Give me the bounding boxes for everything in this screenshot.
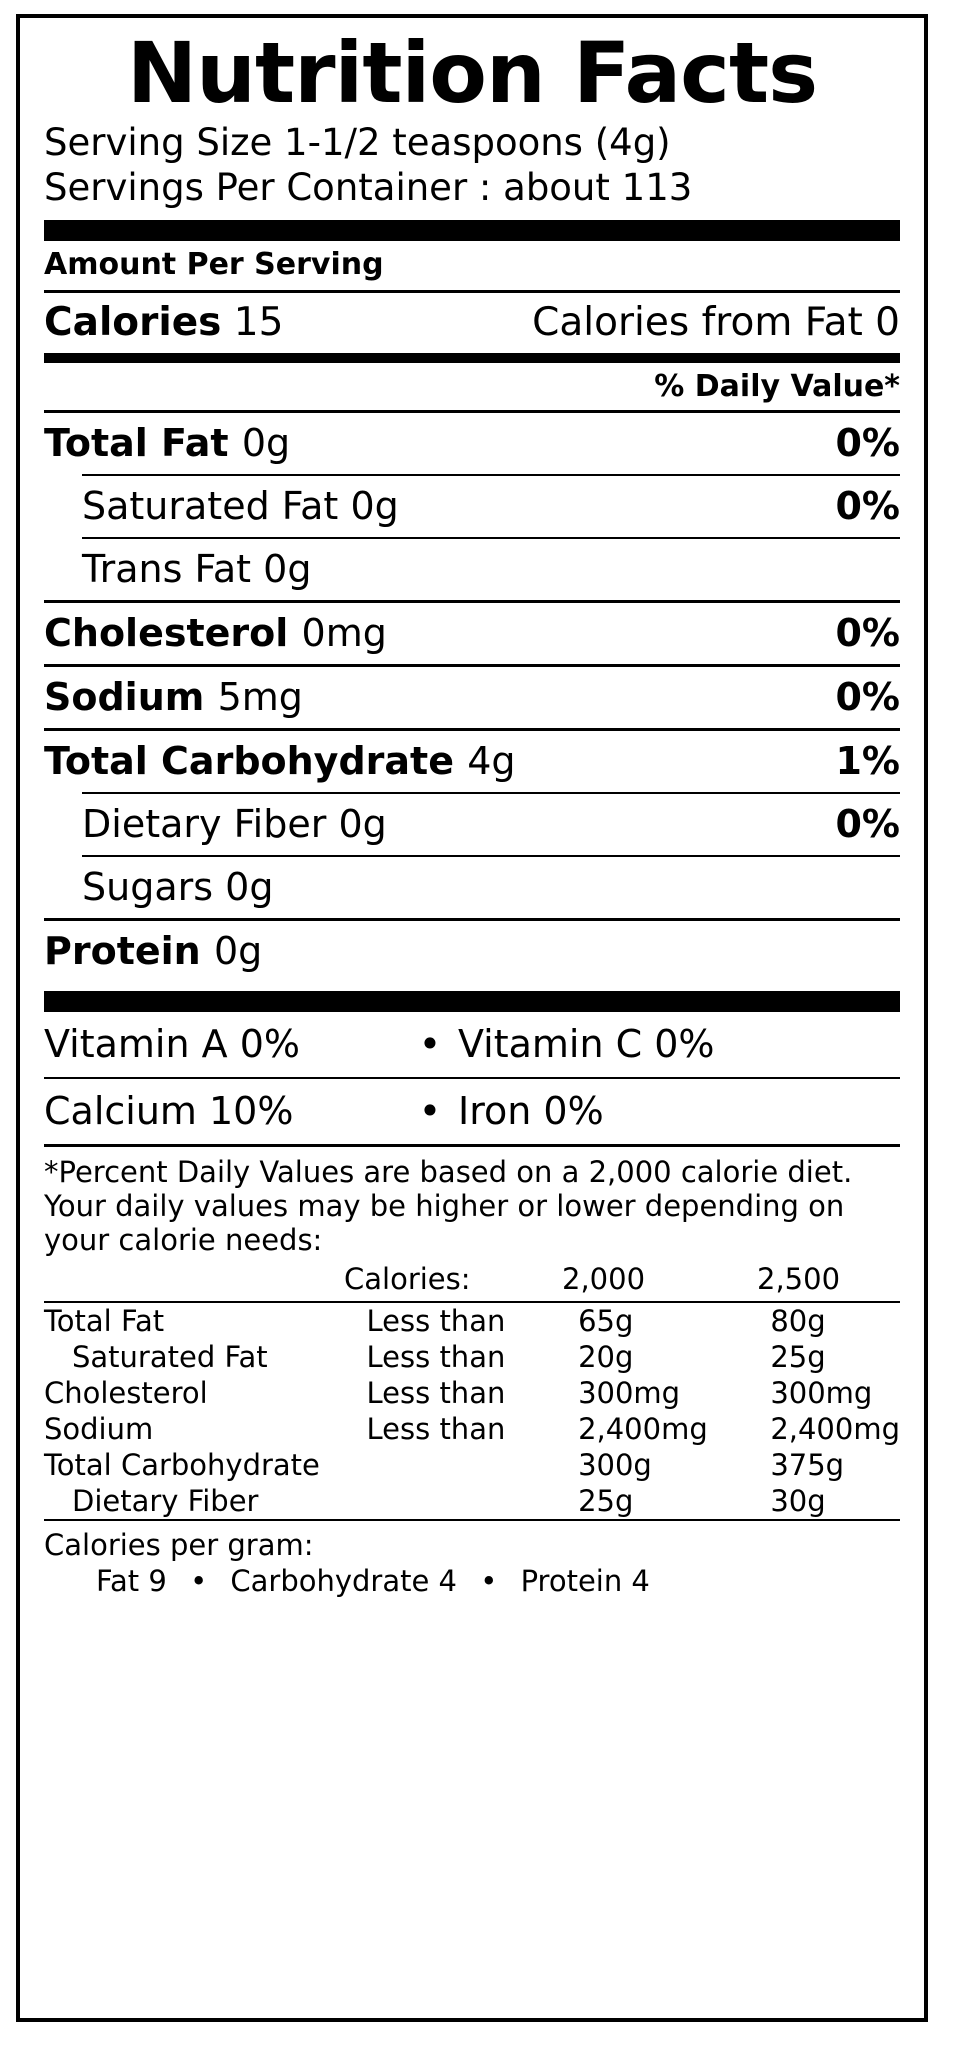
- dv-row-2500: 375g: [770, 1448, 845, 1483]
- nutrient-name: Protein: [44, 928, 201, 973]
- bullet-icon: •: [480, 1564, 498, 1599]
- dv-row-less: Less than: [366, 1376, 506, 1411]
- calories-per-gram-protein: Protein 4: [520, 1564, 650, 1599]
- dv-row-less: Less than: [366, 1340, 506, 1375]
- nutrient-amount: 4g: [467, 738, 516, 783]
- nutrient-row-total-carbohydrate: [44, 731, 900, 792]
- table-row-header: [44, 1261, 900, 1301]
- dv-row-label: Cholesterol: [44, 1376, 208, 1411]
- dv-header-blank: [44, 1261, 344, 1301]
- calories-label: Calories: [44, 299, 222, 345]
- table-row: [44, 1447, 900, 1483]
- serving-size: Serving Size 1-1/2 teaspoons (4g): [44, 121, 671, 165]
- nutrient-amount: 0g: [213, 928, 263, 973]
- dv-row-label: Saturated Fat: [72, 1340, 268, 1375]
- nutrient-name: Sugars: [82, 864, 214, 909]
- table-row: [44, 1483, 900, 1519]
- dv-row-2000: 25g: [578, 1484, 634, 1519]
- calcium: Calcium 10%: [44, 1088, 294, 1133]
- calories-per-gram-fat: Fat 9: [96, 1564, 167, 1599]
- dv-header-2000: 2,000: [562, 1262, 646, 1297]
- nutrient-amount: 0g: [350, 483, 399, 528]
- nutrient-row-total-fat: [44, 413, 900, 474]
- servings-per-container: Servings Per Container : about 113: [44, 166, 693, 210]
- table-row: [44, 1303, 900, 1339]
- calories-value: 15: [233, 299, 284, 345]
- nutrient-name: Cholesterol: [44, 610, 289, 655]
- vitamin-a: Vitamin A 0%: [44, 1021, 300, 1066]
- daily-values-table: [44, 1261, 900, 1301]
- bullet-icon: •: [190, 1564, 208, 1599]
- nutrient-name: Sodium: [44, 674, 205, 719]
- table-row: [44, 1411, 900, 1447]
- calories-from-fat: Calories from Fat 0: [532, 299, 900, 345]
- calories-per-gram-carb: Carbohydrate 4: [230, 1564, 458, 1599]
- dv-row-2500: 25g: [770, 1340, 826, 1375]
- nutrient-dv: 0%: [835, 420, 900, 465]
- amount-per-serving-label: Amount Per Serving: [44, 246, 384, 282]
- nutrient-row-protein: [44, 921, 900, 982]
- dv-row-less: Less than: [366, 1412, 506, 1447]
- divider-thick-vitamins: [44, 991, 900, 1012]
- dv-row-label: Total Carbohydrate: [44, 1448, 320, 1483]
- dv-row-less: [367, 1483, 579, 1519]
- nutrient-row-trans-fat: [44, 539, 900, 600]
- vitamin-row-calcium-iron: [44, 1079, 900, 1144]
- bullet-icon: •: [418, 1088, 442, 1133]
- nutrient-amount: 0g: [241, 420, 291, 465]
- dv-row-label: Dietary Fiber: [72, 1484, 259, 1519]
- nutrient-amount: 0g: [263, 546, 312, 591]
- nutrient-dv: 0%: [835, 483, 900, 528]
- dv-row-2000: 300mg: [578, 1376, 681, 1411]
- divider-thick-top: [44, 220, 900, 241]
- dv-row-label: Sodium: [44, 1412, 154, 1447]
- dv-row-2000: 2,400mg: [578, 1412, 708, 1447]
- vitamin-row-a-c: [44, 1012, 900, 1077]
- dv-header-2500: 2,500: [757, 1262, 841, 1297]
- nutrient-row-sodium: [44, 667, 900, 728]
- nutrient-row-saturated-fat: [44, 476, 900, 537]
- nutrient-name: Total Carbohydrate: [44, 738, 454, 783]
- dv-row-less: [367, 1447, 579, 1483]
- table-row: [44, 1375, 900, 1411]
- nutrient-name: Trans Fat: [82, 546, 252, 591]
- vitamin-c: Vitamin C 0%: [458, 1021, 715, 1066]
- daily-value-header: % Daily Value*: [654, 368, 900, 404]
- nutrient-amount: 0mg: [301, 610, 387, 655]
- dv-row-2500: 300mg: [770, 1376, 873, 1411]
- dv-row-label: Total Fat: [44, 1304, 165, 1339]
- nutrient-dv: 0%: [835, 610, 900, 655]
- nutrient-name: Saturated Fat: [82, 483, 339, 528]
- nutrient-name: Total Fat: [44, 420, 229, 465]
- nutrient-amount: 5mg: [217, 674, 303, 719]
- nutrient-row-sugars: [44, 857, 900, 918]
- daily-value-footnote: *Percent Daily Values are based on a 2,000 calorie diet. Your daily values may be higher or lower depending on your calorie needs:: [44, 1154, 853, 1257]
- dv-row-2500: 2,400mg: [770, 1412, 900, 1447]
- nutrient-amount: 0g: [338, 801, 387, 846]
- nutrient-name: Dietary Fiber: [82, 801, 327, 846]
- nutrient-dv: 1%: [835, 738, 900, 783]
- dv-row-2500: 30g: [770, 1484, 826, 1519]
- daily-values-table-body: [44, 1303, 900, 1519]
- calories-per-gram: [44, 1521, 900, 1600]
- nutrient-dv: 0%: [835, 801, 900, 846]
- calories-per-gram-label: Calories per gram:: [44, 1528, 314, 1563]
- dv-header-calories: Calories:: [344, 1262, 471, 1297]
- dv-row-2000: 300g: [578, 1448, 652, 1483]
- bullet-icon: •: [418, 1021, 442, 1066]
- nutrient-dv: 0%: [835, 674, 900, 719]
- calories-row: [44, 293, 900, 353]
- nutrition-facts-label: [16, 14, 928, 2022]
- nutrient-row-cholesterol: [44, 603, 900, 664]
- nutrient-amount: 0g: [225, 864, 274, 909]
- divider-medium: [44, 353, 900, 363]
- nutrient-row-dietary-fiber: [44, 794, 900, 855]
- iron: Iron 0%: [458, 1088, 604, 1133]
- page-title: Nutrition Facts: [126, 24, 818, 122]
- table-row: [44, 1339, 900, 1375]
- dv-row-2000: 20g: [578, 1340, 634, 1375]
- dv-row-less: Less than: [366, 1304, 506, 1339]
- dv-row-2000: 65g: [578, 1304, 634, 1339]
- dv-row-2500: 80g: [770, 1304, 826, 1339]
